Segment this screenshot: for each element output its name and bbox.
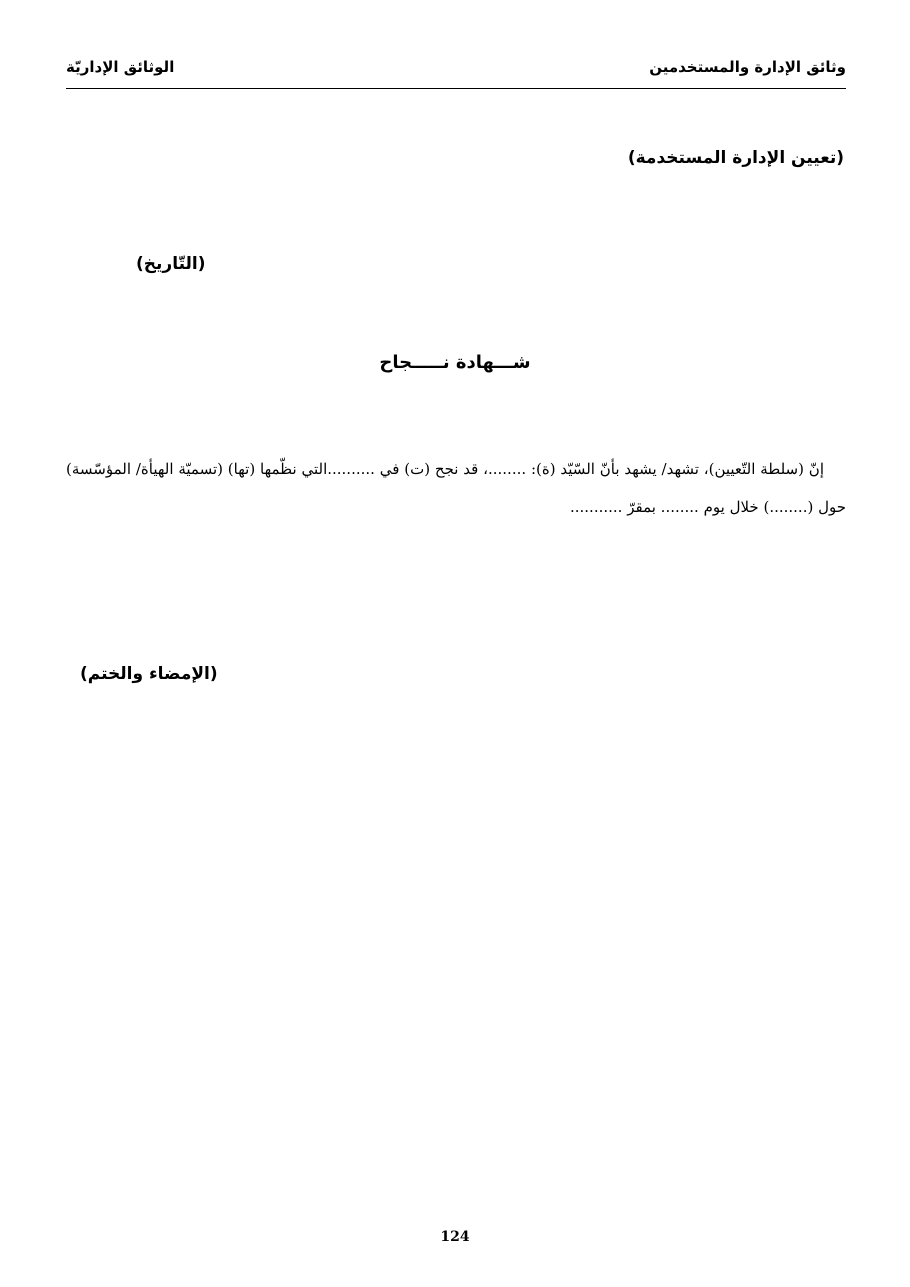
running-header-title: وثائق الإدارة والمستخدمين [649,58,846,76]
document-date: (التّاريخ) [136,254,206,274]
page-header [66,56,846,89]
document-title: شـــهادة نـــــجاح [379,352,531,373]
certificate-body [66,450,846,526]
issuing-administration: (تعيين الإدارة المستخدمة) [627,148,844,168]
certificate-paragraph: إنّ (سلطة التّعيين)، تشهد/ يشهد بأنّ السّيّد (ة): ........، قد نجح (ت) في ..........التي نظّمها (تها) (تسميّة الهيأة/ المؤسّسة) حول (........) خلال يوم ........ بمقرّ ........... [66,460,846,516]
page-number: 124 [440,1229,470,1245]
signature-and-stamp: (الإمضاء والختم) [80,664,218,684]
running-header-section: الوثائق الإداريّة [66,58,175,76]
